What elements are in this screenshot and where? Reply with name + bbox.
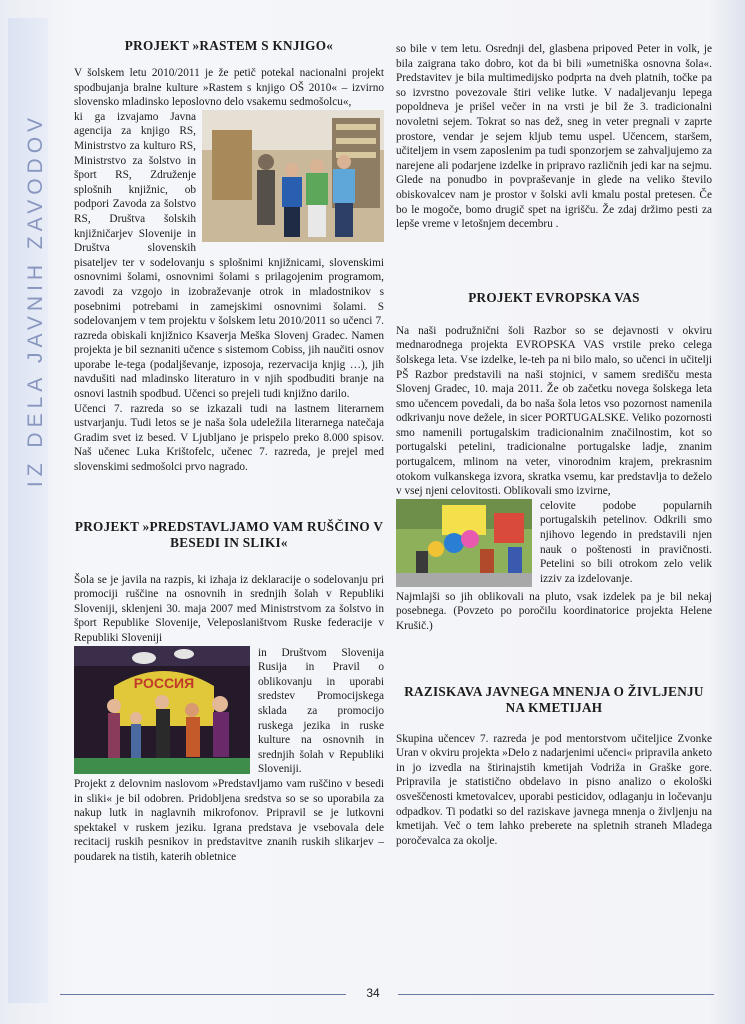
- paragraph: so bile v tem letu. Osrednji del, glasbena pripoved Peter in volk, je bila zaigrana tako dobro, kot da bi bili »umetniška osnovna šola«. Predstavitev je bila multimedijsko podprta na dveh platnih, točke pa so izvrstno povezovale štiri velike lutke. V nadaljevanju lepega popoldneva je prišel večer in na vrsti je bil že 3. tradicionalni novoletni sejem. Tokrat so nas dež, sneg in veter pregnali v zaprte prostore, vendar je sejem kljub temu uspel. Učencem, staršem, učiteljem in vsem zaposlenim pa tudi sponzorjem se zahvaljujemo za narejene ali podarjene izdelke in pripravo različnih jedi kar na sejmu. Glede na ponudbo in povpraševanje in glede na veliko število obiskovalcev nam je prostor v šolski avli kmalu postal pretesen. Če bo le mogoče, bomo drugič spet na igrišču. Že zdaj držimo pesti za lepše vreme v letošnjem decembru .: [396, 43, 712, 231]
- paragraph: in Društvom Slovenija Rusija in Pravil o oblikovanju in uporabi sredstev Promocijskega sklada za promocijo ruskega jezika in ruske kulture na osnovnih in srednjih šolah v Republiki Sloveniji.: [258, 646, 384, 776]
- paragraph: ki ga izvajamo Javna agencija za knjigo RS, Ministrstvo za kulturo RS, Ministrstvo za šolstvo in šport RS, Združenje splošnih knjižnic, ob podpori Zavoda za šolstvo RS, Društva šolskih knjižničarjev Slovenije in Društva slovenskih pisateljev ter v sodelovanju s splošnimi knjižnicami, slovenskimi osnovnimi šolami, osnovnimi šolami s prilagojenim programom, zavodi za vzgojo in izobraževanje otrok in mladostnikov s posebnimi potrebami in zamejskimi osnovnimi šolami. S sodelovanjem v tem projektu v šolskem letu 2010/2011 so učenci 7. razreda obiskali knjižnico Ksaverja Meška Slovenj Gradec. Namen projekta je bil seznaniti učence s sistemom Cobiss, jih naučiti osnov uporabe le-tega (podaljševanje, izposoja, rezervacija knjig …), jih navdušiti nad mladinsko literaturo in v njih spodbuditi branje na osnovi lastnih spodbud. Učenci so prejeli tudi knjižno darilo.: [74, 110, 384, 401]
- page-number: 34: [366, 986, 380, 1000]
- paragraph: Skupina učencev 7. razreda je pod mentorstvom učiteljice Zvonke Uran v okviru projekta »Delo z nadarjenimi učenci« pripravila anketo in jo izvedla na štirinajstih kmetijah Vodriža in Graške gore. Pripravila je statistično obdelavo in pisno analizo o ekološki osveščenosti kmetovalcev, uporabi pesticidov, odlaganju in ločevanju odpadkov. Ti podatki so del raziskave javnega mnenja o življenju na kmetijah. Več o tem lahko preberete na spletnih straneh Mladega poročevalca za okolje.: [396, 732, 712, 847]
- paragraph: Najmlajši so jih oblikovali na pluto, vsak izdelek pa je bil nekaj posebnega. (Povzeto po poročilu koordinatorice projekta Helene Krušič.): [396, 590, 712, 633]
- left-column: [74, 38, 384, 865]
- sidebar-vertical-text: IZ DELA JAVNIH ZAVODOV: [24, 112, 47, 488]
- section-title-raziskava: RAZISKAVA JAVNEGA MNENJA O ŽIVLJENJU NA KMETIJAH: [404, 683, 704, 715]
- paragraph: Na naši podružnični šoli Razbor so se dejavnosti v okviru mednarodnega projekta EVROPSKA VAS vrstile preko celega šolskega leta. Vse izdelke, le-teh pa ni bilo malo, so učenci in učitelji PŠ Razbor predstavili na naši stojnici, v samem središču mesta Slovenj Gradec, 10. maja 2011. Že ob začetku novega šolskega leta smo učencem povedali, da bo naša šola letos vso pozornost namenila odkrivanju nove dežele, in sicer PORTUGALSKE. Veliko pozornosti smo namenili portugalskim tradicionalnim značilnostim, kot so portugalski petelini, tradicionalne portugalske ladje, znanim portugalcem, mlinom na veter, vinorodnim krajem, prekrasnim otokom vulkanskega izvora, skratka vsemu, kar predstavlja to deželo v vsej njeni celovitosti. Oblikovali smo izvirne,: [396, 324, 712, 498]
- european-village-photo: [396, 499, 532, 587]
- puppet-show-photo: [74, 646, 250, 774]
- library-visit-photo: [202, 110, 384, 242]
- paragraph: Šola se je javila na razpis, ki izhaja iz deklaracije o sodelovanju pri promociji ruščine na osnovnih in srednjih šolah v Republiki Sloveniji, sklenjeni 30. maja 2007 med Ministrstvom za šolstvo in šport Republike Slovenije, Veleposlaništvom Ruske federacije v Republiki Sloveniji: [74, 573, 384, 644]
- right-column: [396, 42, 712, 848]
- section-title-evropska-vas: PROJEKT EVROPSKA VAS: [468, 289, 640, 305]
- section-title-rastem: PROJEKT »RASTEM S KNJIGO«: [124, 38, 334, 53]
- paragraph: Učenci 7. razreda so se izkazali tudi na lastnem literarnem ustvarjanju. Tudi letos se je naša šola udeležila literarnega natečaja Gradim svet iz besed. V Ljubljano je prispelo preko 8.000 spisov. Naš učenec Luka Krištofelc, učenec 7. razreda, je prejel med slovenskimi sedmošolci prvo nagrado.: [74, 402, 384, 474]
- footer-divider-right: [398, 994, 714, 995]
- section-title-ruscina: PROJEKT »PREDSTAVLJAMO VAM RUŠČINO V BESEDI IN SLIKI«: [74, 518, 384, 550]
- banner-text: РОССИЯ: [133, 674, 195, 691]
- paragraph: celovite podobe popularnih portugalskih petelinov. Odkrili smo njihovo legendo in predstavili njen nauk o poštenosti in pravičnosti. Petelini so bili otrokom zelo velik izziv za izdelovanje.: [540, 499, 712, 585]
- paragraph: Projekt z delovnim naslovom »Predstavljamo vam ruščino v besedi in sliki« je bil odobren. Pridobljena sredstva so se so uporabila za nakup lutk in naglavnih mikrofonov. Pripravil se je lutkovni spektakel v ruskem jeziku. Igrana predstava je vsebovala dele recitacij ruskih pesnikov in predstavitve znanih ruskih slikarjev – poudarek na tistih, katerih obletnice: [74, 777, 384, 863]
- sidebar-strip: [8, 18, 48, 1003]
- paragraph: V šolskem letu 2010/2011 je že petič potekal nacionalni projekt spodbujanja bralne kulture »Rastem s knjigo OŠ 2010« – izvirno slovensko mladinsko leposlovno delo vsakemu sedmošolcu«,: [74, 67, 384, 109]
- footer-divider-left: [60, 994, 346, 995]
